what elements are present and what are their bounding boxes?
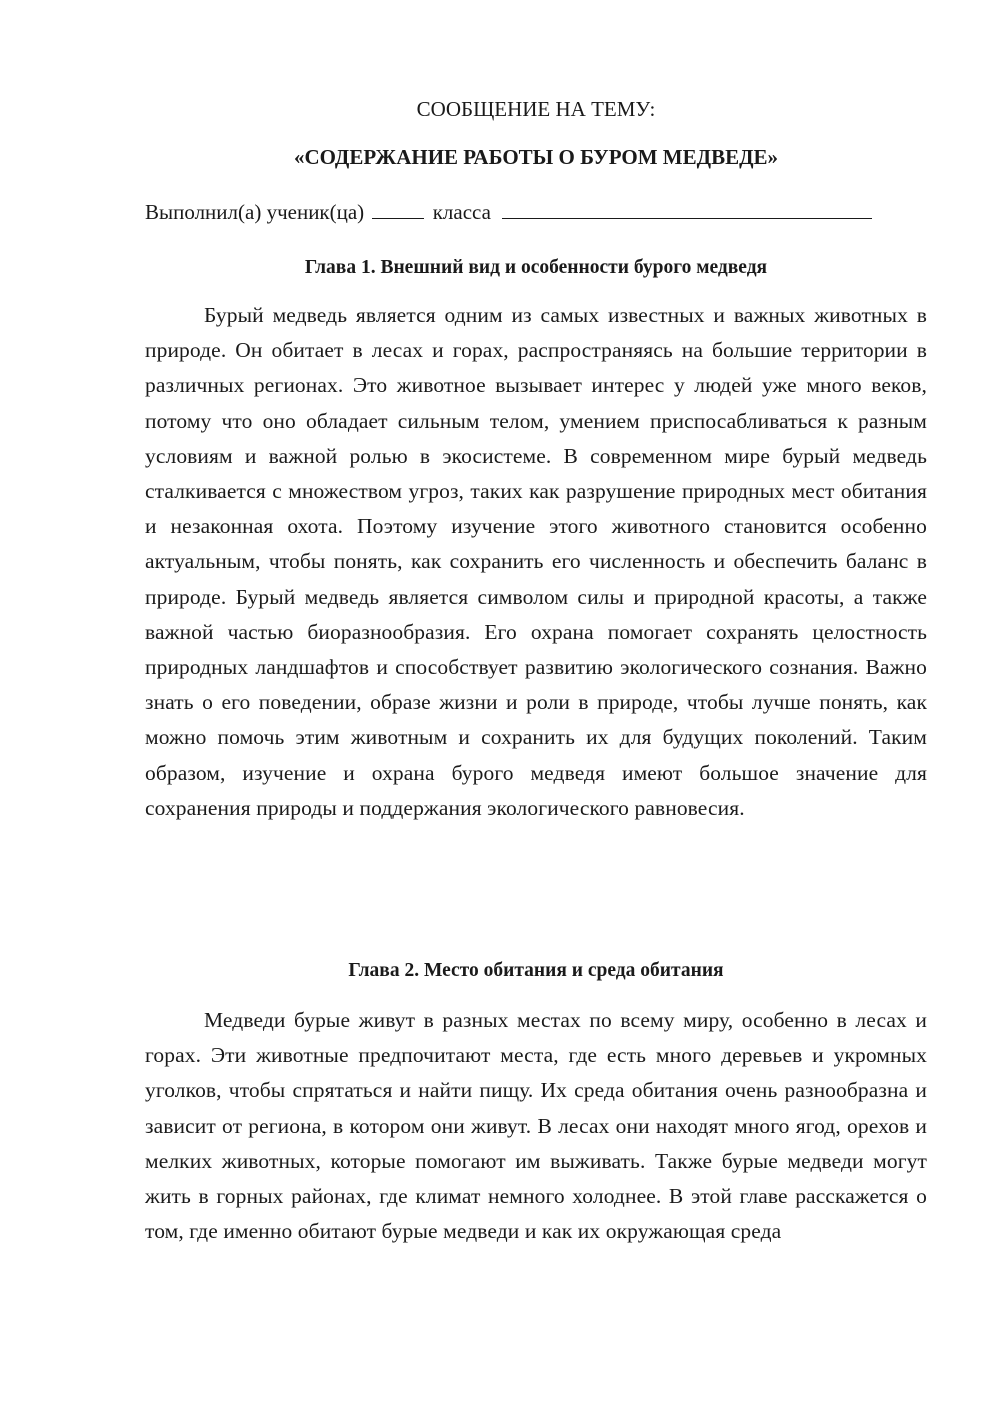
chapter-2-text: Медведи бурые живут в разных местах по всему миру, особенно в лесах и горах. Эти животные предпочитают места, где есть много деревьев и укромных уголков, чтобы спрятаться и найти пищу. Их среда обитания очень разнообразна и зависит от региона, в котором они живут. В лесах они находят много ягод, орехов и мелких животных, которые помогают им выживать. Также бурые медведи могут жить в горных районах, где климат немного холоднее. В этой главе расскажется о том, где именно обитают бурые медведи и как их окружающая среда bbox=[145, 1008, 927, 1244]
chapter-1-text: Бурый медведь является одним из самых известных и важных животных в природе. Он обитает в лесах и горах, распространяясь на большие территории в различных регионах. Это животное вызывает интерес у людей уже много веков, потому что оно обладает сильным телом, умением приспосабливаться к разным условиям и важной ролью в экосистеме. В современном мире бурый медведь сталкивается с множеством угроз, таких как разрушение природных мест обитания и незаконная охота. Поэтому изучение этого животного становится особенно актуальным, чтобы понять, как сохранить его численность и обеспечить баланс в природе. Бурый медведь является символом силы и природной красоты, а также важной частью биоразнообразия. Его охрана помогает сохранять целостность природных ландшафтов и способствует развитию экологического сознания. Важно знать о его поведении, образе жизни и роли в природе, чтобы лучше понять, как можно помочь этим животным и сохранить их для будущих поколений. Таким образом, изучение и охрана бурого медведя имеют большое значение для сохранения природы и поддержания экологического равновесия. bbox=[145, 303, 927, 820]
chapter-1-heading: Глава 1. Внешний вид и особенности бурого медведя bbox=[304, 257, 768, 278]
class-number-blank bbox=[372, 200, 424, 219]
author-line bbox=[145, 200, 927, 225]
class-label: класса bbox=[432, 200, 491, 224]
student-name-blank bbox=[502, 200, 872, 219]
author-prefix: Выполнил(а) ученик(ца) bbox=[145, 200, 365, 224]
chapter-2-heading: Глава 2. Место обитания и среда обитания bbox=[348, 960, 724, 981]
document-title-line2: «СОДЕРЖАНИЕ РАБОТЫ О БУРОМ МЕДВЕДЕ» bbox=[293, 145, 779, 169]
document-title-line1: СООБЩЕНИЕ НА ТЕМУ: bbox=[416, 97, 656, 121]
